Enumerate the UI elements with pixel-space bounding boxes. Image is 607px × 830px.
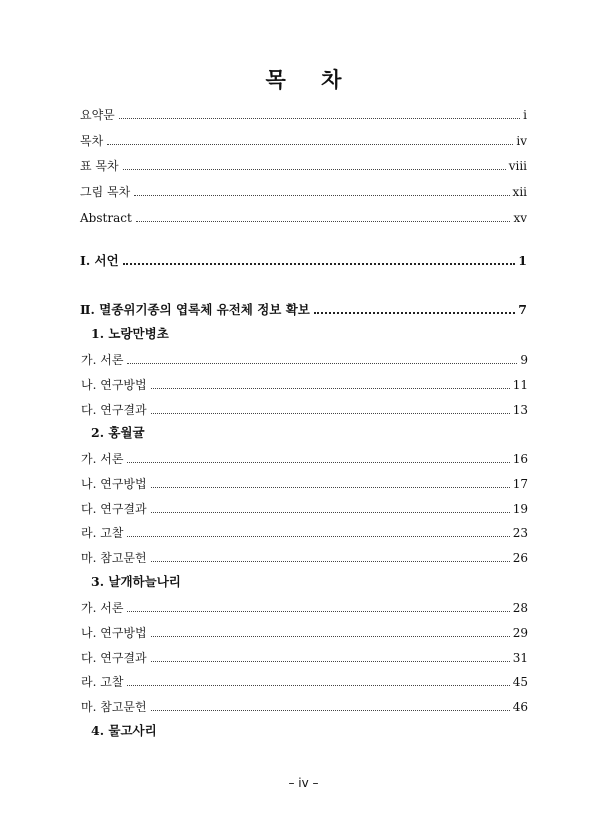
dot-leader [314,312,515,314]
toc-entry[interactable] [80,370,528,392]
toc-entry-page: 23 [512,526,528,540]
dot-leader [151,636,510,637]
toc-section-heading[interactable]: 2. 홍월귤 [91,425,145,440]
dot-leader [123,263,516,265]
dot-leader [151,487,510,488]
dot-leader [127,363,517,364]
toc-entry-page: 29 [512,626,528,640]
toc-entry[interactable] [80,345,528,367]
toc-entry-page: 17 [512,477,528,491]
page-title: 목 차 [265,67,356,92]
toc-entry-label: 나. 연구방법 [81,477,147,491]
toc-entry[interactable] [80,395,528,417]
toc-entry-list-of-tables[interactable] [80,151,527,173]
toc-chapter-page: 7 [518,302,527,317]
toc-entry-page: 11 [512,378,528,392]
toc-chapter-1[interactable] [80,246,527,268]
toc-entry-label: 라. 고찰 [81,526,124,540]
toc-entry-label: 목차 [80,134,104,148]
toc-entry-label: 마. 참고문헌 [81,551,147,565]
toc-entry-page: 16 [512,452,528,466]
dot-leader [151,413,510,414]
toc-entry-label: 나. 연구방법 [81,626,147,640]
toc-chapter-page: 1 [518,253,527,268]
toc-entry-label: 나. 연구방법 [81,378,147,392]
dot-leader [127,462,509,463]
dot-leader [151,388,510,389]
toc-chapter-2[interactable] [80,295,527,317]
toc-entry-page: 31 [512,651,528,665]
toc-entry-label: 다. 연구결과 [81,502,147,516]
toc-entry[interactable] [80,444,528,466]
toc-entry-label: 가. 서론 [81,452,124,466]
toc-entry[interactable] [80,667,528,689]
toc-entry-label: 다. 연구결과 [81,403,147,417]
dot-leader [151,710,510,711]
toc-entry-label: 요약문 [80,108,115,122]
toc-entry[interactable] [80,593,528,615]
toc-entry[interactable] [80,543,528,565]
toc-entry-label: 다. 연구결과 [81,651,147,665]
toc-entry-list-of-figures[interactable] [80,177,527,199]
toc-entry-label: 마. 참고문헌 [81,700,147,714]
toc-entry-label: 표 목차 [80,159,119,173]
dot-leader [134,195,509,196]
toc-entry-page: 46 [512,700,528,714]
toc-entry-label: 그림 목차 [80,185,131,199]
toc-entry-page: 19 [512,502,528,516]
toc-entry-label: 가. 서론 [81,601,124,615]
toc-entry[interactable] [80,518,528,540]
toc-entry-contents[interactable] [80,126,527,148]
page-number-footer: – iv – [288,776,319,790]
toc-entry-label: 라. 고찰 [81,675,124,689]
toc-entry-page: xv [513,211,527,225]
dot-leader [127,611,509,612]
dot-leader [151,661,510,662]
toc-entry-page: 13 [512,403,528,417]
toc-entry-page: iv [516,134,527,148]
dot-leader [127,536,509,537]
toc-entry-summary[interactable] [80,100,527,122]
toc-entry[interactable] [80,469,528,491]
toc-entry-page: 9 [520,353,528,367]
toc-entry[interactable] [80,643,528,665]
toc-chapter-label: Ⅱ. 멸종위기종의 엽록체 유전체 정보 확보 [80,302,310,317]
toc-entry-page: 45 [512,675,528,689]
toc-entry-label: Abstract [80,211,132,225]
toc-entry-page: 26 [512,551,528,565]
toc-entry-abstract[interactable] [80,203,527,225]
toc-chapter-label: Ⅰ. 서언 [80,253,119,268]
toc-section-heading[interactable]: 3. 날개하늘나리 [91,574,181,589]
toc-entry-page: viii [508,159,527,173]
toc-entry-page: 28 [512,601,528,615]
dot-leader [119,118,520,119]
dot-leader [136,221,511,222]
dot-leader [127,685,509,686]
dot-leader [151,512,510,513]
toc-entry-page: xii [512,185,527,199]
dot-leader [107,144,513,145]
toc-entry-page: i [523,108,527,122]
toc-entry[interactable] [80,692,528,714]
toc-entry-label: 가. 서론 [81,353,124,367]
dot-leader [151,561,510,562]
toc-entry[interactable] [80,494,528,516]
toc-entry[interactable] [80,618,528,640]
toc-section-heading[interactable]: 1. 노랑만병초 [91,326,169,341]
toc-section-heading[interactable]: 4. 물고사리 [91,723,157,738]
dot-leader [123,169,506,170]
